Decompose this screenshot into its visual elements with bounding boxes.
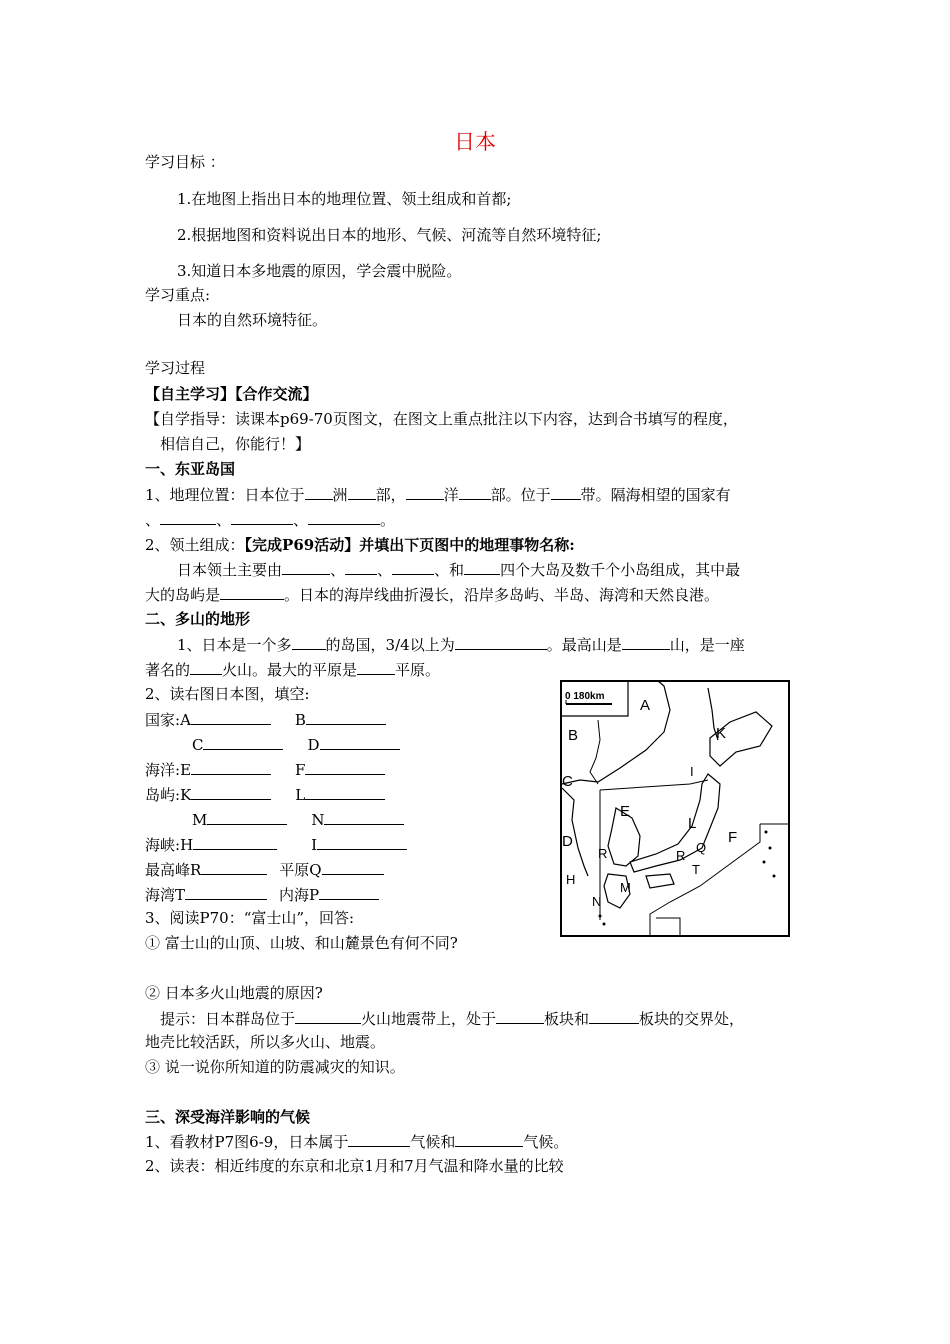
goal-item-3: 3.知道日本多地震的原因，学会震中脱险。 [177, 262, 462, 280]
blank-largest-plain[interactable] [357, 659, 395, 675]
map-label-e: E [620, 803, 631, 820]
blank-landform[interactable] [455, 634, 547, 650]
blank-island-2[interactable] [345, 559, 377, 575]
oceans-row: 海洋:E F [145, 759, 385, 780]
blank-largest-island[interactable] [220, 584, 284, 600]
map-label-q: Q [696, 840, 707, 855]
goal-item-1: 1.在地图上指出日本的地理位置、领土组成和首都; [177, 190, 512, 208]
map-label-a: A [640, 697, 651, 714]
terrain-line-1: 1、日本是一个多 的岛国，3/4以上为 。最高山是 山，是一座 [177, 636, 745, 654]
map-question: 2、读右图日本图，填空: [145, 685, 310, 703]
fuji-question: 3、阅读P70：“富士山”，回答: [145, 909, 355, 927]
straits-row: 海峡:H I [145, 834, 407, 855]
map-label-l: L [688, 815, 697, 832]
peak-plain-row: 最高峰R 平原Q [145, 859, 384, 880]
blank-island-m[interactable] [207, 809, 287, 825]
blank-plate-2[interactable] [589, 1008, 639, 1024]
territory-line-1: 日本领土主要由 、 、 、和 四个大岛及数千个小岛组成，其中最 [177, 561, 741, 579]
page-title: 日本 [454, 130, 496, 154]
guide-line-2: 相信自己，你能行！】 [160, 435, 311, 453]
map-label-r-1: R [598, 846, 608, 861]
territory-question: 2、领土组成：【完成P69活动】并填出下页图中的地理事物名称: [145, 536, 575, 554]
map-label-h: H [566, 872, 576, 887]
territory-line-2: 大的岛屿是 。日本的海岸线曲折漫长，沿岸多岛屿、半岛、海湾和天然良港。 [145, 586, 720, 604]
islands-row-1: 岛屿:K L [145, 784, 385, 805]
countries-row-1: 国家:A B [145, 709, 386, 730]
blank-ocean-f[interactable] [305, 759, 385, 775]
blank-neighbor-1[interactable] [160, 509, 216, 525]
blank-country-c[interactable] [203, 734, 283, 750]
blank-island-3[interactable] [392, 559, 434, 575]
section-3-heading: 三、深受海洋影响的气候 [145, 1108, 311, 1126]
blank-strait-i[interactable] [317, 834, 407, 850]
blank-country-d[interactable] [320, 734, 400, 750]
comparison-question: 2、读表：相近纬度的东京和北京1月和7月气温和降水量的比较 [145, 1157, 564, 1175]
blank-island-k[interactable] [191, 784, 271, 800]
blank-country-a[interactable] [191, 709, 271, 725]
blank-neighbor-3[interactable] [308, 509, 380, 525]
blank-inland-sea-p[interactable] [319, 884, 379, 900]
neighbor-countries: 、 、 、 。 [145, 511, 396, 529]
map-label-k: K [716, 725, 727, 742]
map-label-r-2: R [676, 848, 686, 863]
disaster-prevention-question: ③ 说一说你所知道的防震减灾的知识。 [145, 1058, 405, 1076]
blank-ocean[interactable] [406, 484, 444, 500]
blank-plain-q[interactable] [322, 859, 384, 875]
hint-line-1: 提示：日本群岛位于 火山地震带上，处于 板块和 板块的交界处， [160, 1010, 745, 1028]
location-question: 1、地理位置：日本位于 洲 部， 洋 部。位于 带。隔海相望的国家有 [145, 486, 731, 504]
blank-continent[interactable] [305, 484, 333, 500]
blank-volcano-type[interactable] [190, 659, 222, 675]
blank-island-4[interactable] [464, 559, 500, 575]
map-label-n: N [592, 894, 602, 909]
process-modes: 【自主学习】【合作交流】 [145, 385, 318, 403]
map-label-i: I [690, 764, 694, 779]
goals-heading: 学习目标 ： [145, 153, 225, 171]
blank-neighbor-2[interactable] [231, 509, 293, 525]
bay-sea-row: 海湾T 内海P [145, 884, 379, 905]
process-heading: 学习过程 [145, 359, 206, 377]
guide-line-1: 【自学指导：读课本p69-70页图文，在图文上重点批注以下内容，达到合书填写的程度， [145, 410, 738, 428]
blank-island-l[interactable] [305, 784, 385, 800]
fuji-landscape-question: ① 富士山的山顶、山坡、和山麓景色有何不同? [145, 934, 458, 952]
blank-zone[interactable] [551, 484, 581, 500]
blank-island-1[interactable] [282, 559, 330, 575]
blank-climate-2[interactable] [455, 1131, 523, 1147]
hint-line-2: 地壳比较活跃，所以多火山、地震。 [145, 1033, 386, 1051]
map-label-d: D [562, 833, 573, 850]
section-1-heading: 一、东亚岛国 [145, 460, 236, 478]
blank-seismic-belt[interactable] [295, 1008, 361, 1024]
map-label-t: T [692, 862, 700, 877]
islands-row-2: M N [145, 809, 404, 830]
terrain-line-2: 著名的 火山。最大的平原是 平原。 [145, 661, 441, 679]
blank-peak-r[interactable] [201, 859, 267, 875]
blank-climate-1[interactable] [348, 1131, 410, 1147]
blank-highest-mountain[interactable] [622, 634, 670, 650]
svg-text:0 180km: 0 180km [565, 691, 605, 702]
blank-country-b[interactable] [306, 709, 386, 725]
blank-ocean-e[interactable] [191, 759, 271, 775]
blank-plate-1[interactable] [496, 1008, 544, 1024]
earthquake-cause-question: ② 日本多火山地震的原因? [145, 984, 323, 1002]
focus-heading: 学习重点: [145, 286, 211, 304]
blank-ocean-part[interactable] [459, 484, 491, 500]
map-label-c: C [562, 773, 573, 790]
blank-terrain[interactable] [292, 634, 326, 650]
blank-island-n[interactable] [324, 809, 404, 825]
goal-item-2: 2.根据地图和资料说出日本的地形、气候、河流等自然环境特征; [177, 226, 602, 244]
map-label-b: B [568, 727, 579, 744]
section-2-heading: 二、多山的地形 [145, 610, 251, 628]
countries-row-2: C D [145, 734, 400, 755]
climate-question: 1、看教材P7图6-9，日本属于 气候和 气候。 [145, 1133, 569, 1151]
blank-strait-h[interactable] [193, 834, 277, 850]
blank-continent-part[interactable] [348, 484, 376, 500]
japan-map [560, 680, 790, 937]
focus-text: 日本的自然环境特征。 [177, 311, 328, 329]
map-label-m: M [620, 880, 631, 895]
map-label-f: F [728, 829, 738, 846]
blank-bay-t[interactable] [185, 884, 267, 900]
